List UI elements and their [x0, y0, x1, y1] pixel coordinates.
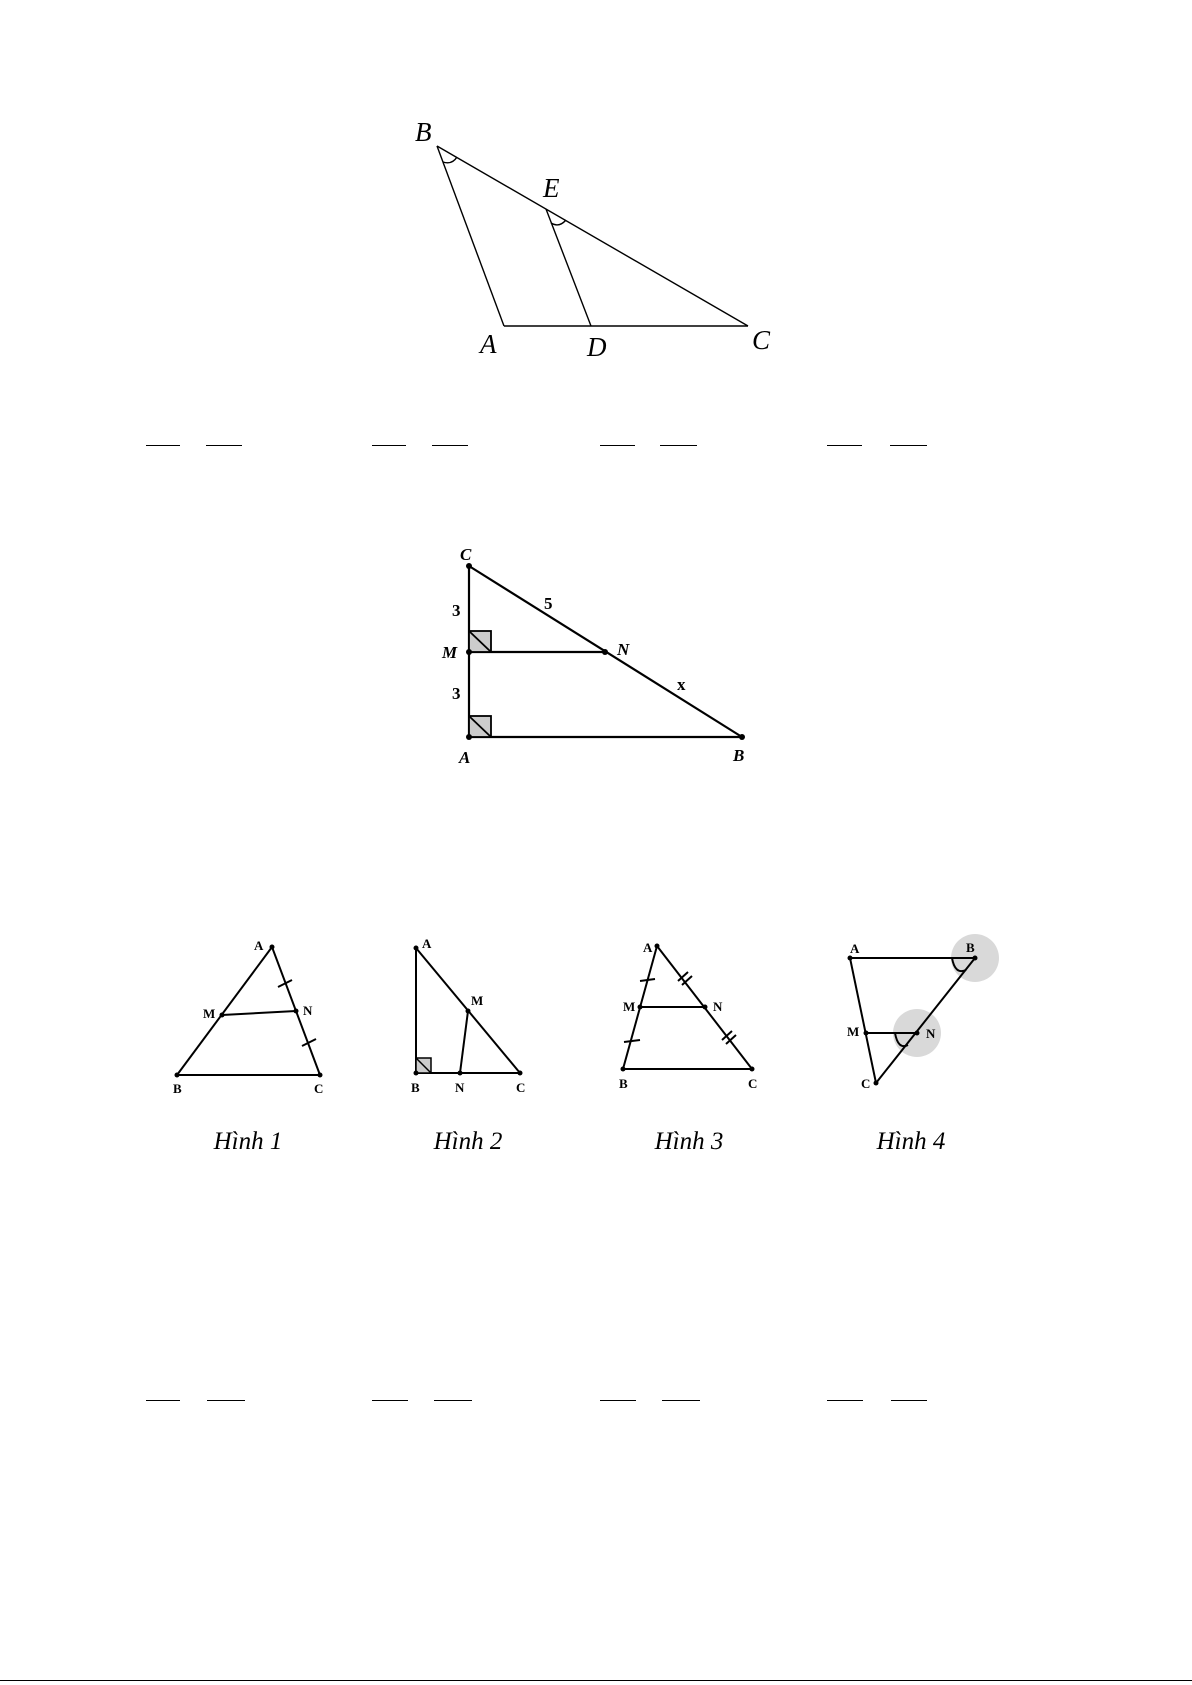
h1-label-b: B [173, 1081, 182, 1096]
h4-label-n: N [926, 1026, 936, 1041]
label-m: M [442, 643, 458, 662]
label-e: E [543, 173, 560, 203]
blank-line [662, 1400, 700, 1401]
h2-label-c: C [516, 1080, 526, 1095]
page-bottom-rule [0, 1680, 1192, 1681]
answer-blanks-row-2 [0, 1400, 1192, 1410]
hinh-2-diagram [411, 936, 525, 1095]
blank-line [207, 1400, 245, 1401]
blank-line [827, 1400, 863, 1401]
caption-hinh-3: Hình 3 [654, 1128, 724, 1155]
hinh-3-diagram [619, 940, 757, 1091]
label-c: C [460, 545, 472, 564]
caption-hinh-4: Hình 4 [876, 1128, 946, 1155]
h1-label-a: A [254, 938, 264, 953]
caption-hinh-2: Hình 2 [433, 1128, 503, 1155]
h1-label-m: M [203, 1006, 216, 1021]
hinh-4-diagram [847, 934, 999, 1091]
label-a: A [480, 329, 497, 359]
blank-line [891, 1400, 927, 1401]
label-b: B [733, 746, 745, 765]
h2-label-m: M [471, 993, 484, 1008]
h4-label-m: M [847, 1024, 860, 1039]
measure-nb: x [677, 675, 686, 694]
blank-line [146, 1400, 180, 1401]
h1-label-n: N [303, 1003, 313, 1018]
h1-label-c: C [314, 1081, 324, 1096]
label-a: A [459, 748, 471, 767]
blank-line [434, 1400, 472, 1401]
blank-line [600, 1400, 636, 1401]
h2-right-angle-mark [416, 1058, 431, 1073]
measure-ma: 3 [452, 684, 461, 703]
h4-label-a: A [850, 941, 860, 956]
h2-label-b: B [411, 1080, 420, 1095]
h3-label-c: C [748, 1076, 758, 1091]
h2-label-n: N [455, 1080, 465, 1095]
label-b: B [415, 117, 432, 147]
h3-label-b: B [619, 1076, 628, 1091]
h4-label-b: B [966, 940, 975, 955]
blank-line [372, 1400, 408, 1401]
h3-label-n: N [713, 999, 723, 1014]
h4-label-c: C [861, 1076, 871, 1091]
h3-label-m: M [623, 999, 636, 1014]
measure-cn: 5 [544, 594, 553, 613]
h2-label-a: A [422, 936, 432, 951]
label-n: N [617, 640, 630, 659]
label-d: D [587, 332, 607, 362]
measure-cm: 3 [452, 601, 461, 620]
label-c: C [752, 325, 771, 355]
hinh-1-diagram [173, 938, 323, 1096]
caption-hinh-1: Hình 1 [213, 1128, 283, 1155]
h3-label-a: A [643, 940, 653, 955]
